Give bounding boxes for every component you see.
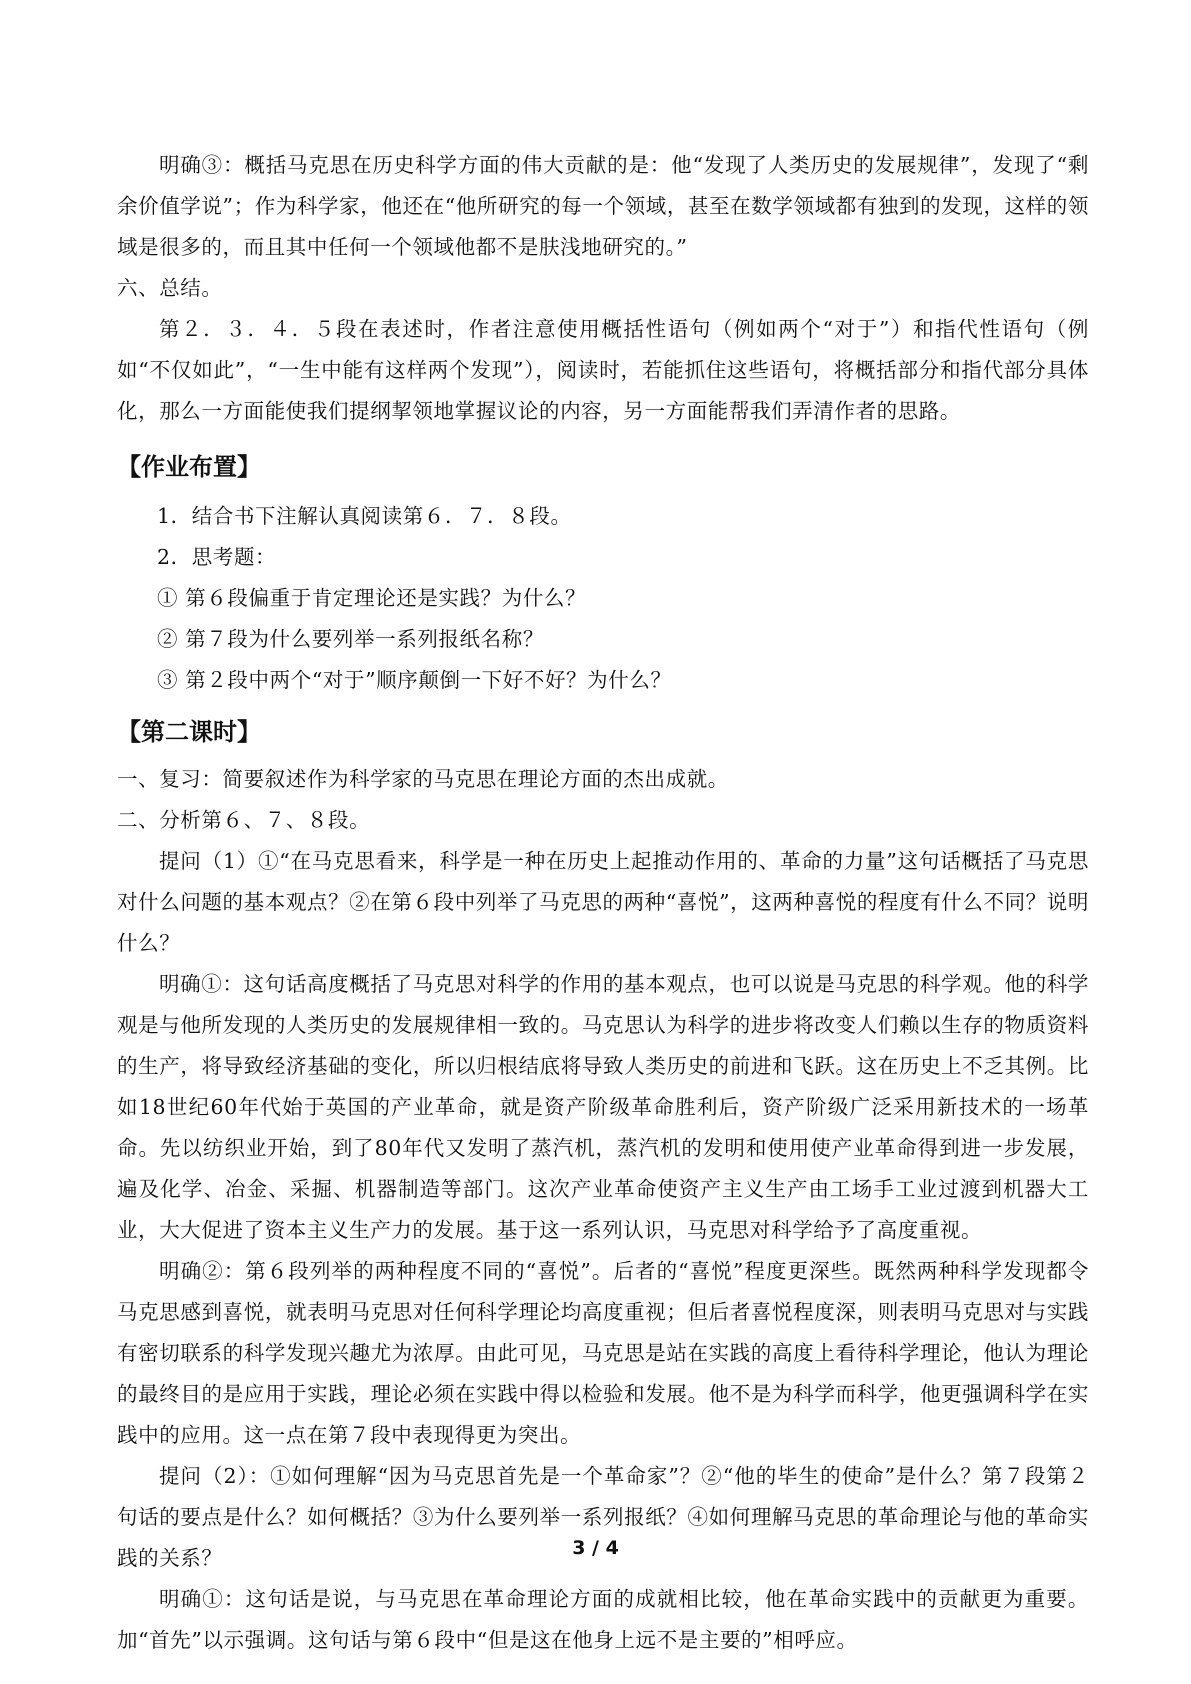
clarify-1-paragraph: 明确①：这句话高度概括了马克思对科学的作用的基本观点，也可以说是马克思的科学观。他的科学观是与他所发现的人类历史的发展规律相一致的。马克思认为科学的进步将改变人们赖以生存的物质资料的生产，将导致经济基础的变化，所以归根结底将导致人类历史的前进和飞跃。这在历史上不乏其例。比如18世纪60年代始于英国的产业革命，就是资产阶级革命胜利后，资产阶级广泛采用新技术的一场革命。先以纺织业开始，到了80年代又发明了蒸汽机，蒸汽机的发明和使用使产业革命得到进一步发展，遍及化学、冶金、采掘、机器制造等部门。这次产业革命使资产主义生产由工场手工业过渡到机器大工业，大大促进了资本主义生产力的发展。基于这一系列认识，马克思对科学给予了高度重视。 (117, 972, 1089, 1242)
homework-item: 2．思考题： (157, 545, 277, 569)
review-line: 一、复习：简要叙述作为科学家的马克思在理论方面的杰出成就。 (117, 767, 729, 791)
homework-item: ③ 第２段中两个“对于”顺序颠倒一下好不好？为什么？ (157, 668, 672, 692)
clarify-1-b-paragraph: 明确①：这句话是说，与马克思在革命理论方面的成就相比较，他在革命实践中的贡献更为重要。加“首先”以示强调。这句话与第６段中“但是这在他身上远不是主要的”相呼应。 (117, 1587, 1089, 1652)
paragraph-summary: 第２．３．４．５段在表述时，作者注意使用概括性语句（例如两个“对于”）和指代性语句（例如“不仅如此”，“一生中能有这样两个发现”），阅读时，若能抓住这些语句，将概括部分和指代部分具体化，那么一方面能使我们提纲挈领地掌握议论的内容，另一方面能帮我们弄清作者的思路。 (117, 317, 1089, 423)
page-number: 3 / 4 (572, 1537, 619, 1559)
homework-item: 1．结合书下注解认真阅读第６．７．８段。 (157, 504, 572, 528)
homework-item: ② 第７段为什么要列举一系列报纸名称？ (157, 627, 544, 651)
analysis-line: 二、分析第６、７、８段。 (117, 808, 371, 832)
homework-list (117, 496, 1089, 701)
document-page (117, 0, 1089, 1661)
question-1-paragraph: 提问（1）①“在马克思看来，科学是一种在历史上起推动作用的、革命的力量”这句话概括了马克思对什么问题的基本观点？②在第６段中列举了马克思的两种“喜悦”，这两种喜悦的程度有什么不同？说明什么？ (117, 849, 1089, 955)
lesson2-heading: 【第二课时】 (117, 718, 261, 746)
homework-heading: 【作业布置】 (117, 453, 261, 481)
question-2-paragraph: 提问（2）：①如何理解“因为马克思首先是一个革命家”？②“他的毕生的使命”是什么？第７段第２句话的要点是什么？如何概括？③为什么要列举一系列报纸？④如何理解马克思的革命理论与他的革命实践的关系？ (117, 1464, 1089, 1570)
homework-item: ① 第６段偏重于肯定理论还是实践？为什么？ (157, 586, 587, 610)
paragraph-clarify-3: 明确③：概括马克思在历史科学方面的伟大贡献的是：他“发现了人类历史的发展规律”，发现了“剩余价值学说”；作为科学家，他还在“他所研究的每一个领域，甚至在数学领域都有独到的发现，这样的领域是很多的，而且其中任何一个领域他都不是肤浅地研究的。” (117, 153, 1089, 259)
section-summary-title: 六、总结。 (117, 276, 223, 300)
clarify-2-paragraph: 明确②：第６段列举的两种程度不同的“喜悦”。后者的“喜悦”程度更深些。既然两种科学发现都令马克思感到喜悦，就表明马克思对任何科学理论均高度重视；但后者喜悦程度深，则表明马克思对与实践有密切联系的科学发现兴趣尤为浓厚。由此可见，马克思是站在实践的高度上看待科学理论，他认为理论的最终目的是应用于实践，理论必须在实践中得以检验和发展。他不是为科学而科学，他更强调科学在实践中的应用。这一点在第７段中表现得更为突出。 (117, 1259, 1089, 1447)
